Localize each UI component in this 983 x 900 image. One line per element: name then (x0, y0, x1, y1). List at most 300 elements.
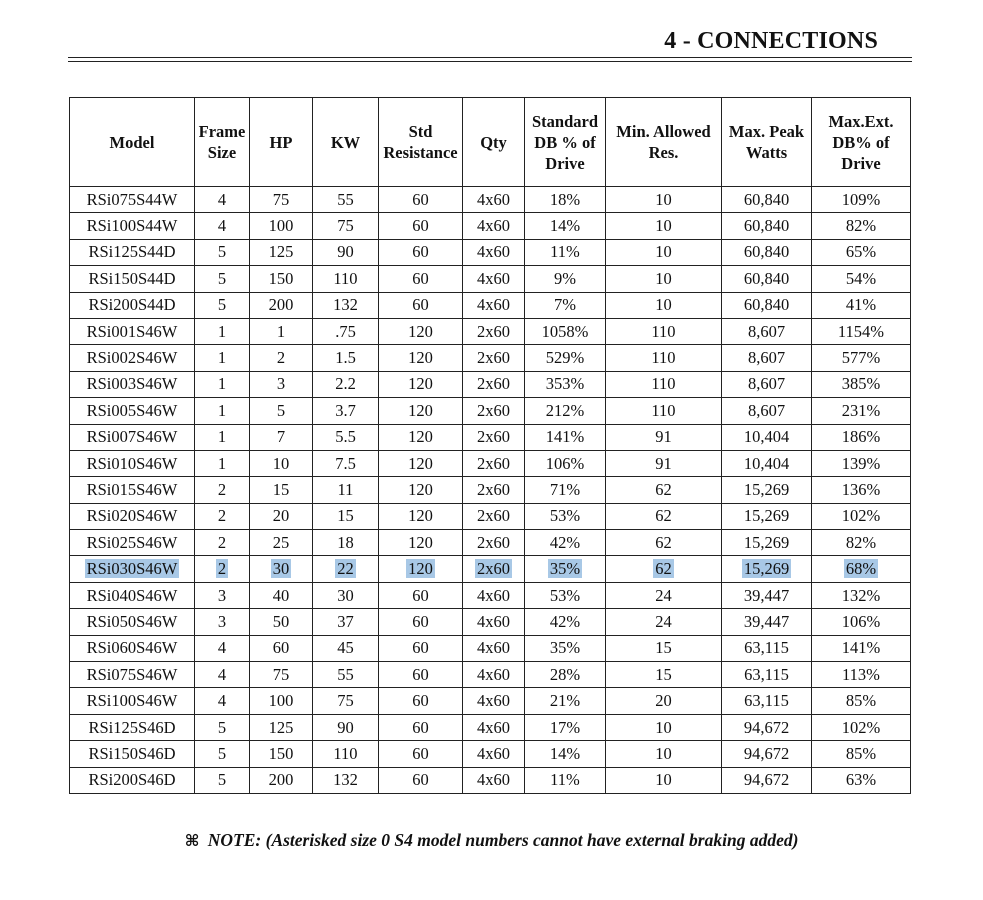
cell-model (70, 371, 195, 397)
cell-std-resistance (379, 530, 463, 556)
cell-max-peak-watts (722, 318, 812, 344)
cell-value: 15,269 (743, 479, 790, 499)
cell-qty (463, 582, 525, 608)
cell-max-peak-watts (722, 398, 812, 424)
cell-model (70, 714, 195, 740)
cell-value: 120 (408, 453, 433, 473)
cell-standard-db (525, 530, 606, 556)
cell-std-resistance (379, 187, 463, 213)
cell-value: 35% (549, 638, 581, 658)
cell-value: 231% (841, 400, 881, 420)
cell-value: 4x60 (477, 743, 510, 763)
cell-qty (463, 714, 525, 740)
cell-kw (313, 187, 379, 213)
cell-value: 132 (333, 770, 358, 790)
cell-value: 62 (655, 479, 672, 499)
cell-value: 53% (549, 506, 581, 526)
cell-value: 4x60 (477, 691, 510, 711)
cell-value: 353% (545, 374, 585, 394)
cell-kw (313, 556, 379, 582)
cell-value: 4x60 (477, 638, 510, 658)
page-header (68, 24, 912, 60)
cell-min-allowed-res (606, 450, 722, 476)
cell-model (70, 556, 195, 582)
header-rule (68, 57, 912, 58)
cell-value: 20 (272, 506, 290, 526)
cell-frame-size (195, 266, 250, 292)
cell-value: 106% (841, 611, 881, 631)
cell-model (70, 503, 195, 529)
col-header-min-allowed-res: Min. Allowed Res. (606, 98, 722, 187)
cell-value: 4x60 (477, 717, 510, 737)
cell-kw (313, 371, 379, 397)
cell-value: 150 (268, 268, 294, 288)
cell-value: 120 (408, 400, 433, 420)
cell-standard-db (525, 477, 606, 503)
cell-value: 110 (333, 268, 358, 288)
cell-frame-size (195, 556, 250, 582)
cell-value: 9% (554, 268, 576, 288)
cell-value: 10 (272, 453, 290, 473)
cell-min-allowed-res (606, 556, 722, 582)
table-row (70, 318, 911, 344)
cell-max-peak-watts (722, 714, 812, 740)
cell-max-peak-watts (722, 503, 812, 529)
cell-frame-size (195, 530, 250, 556)
cell-max-peak-watts (722, 450, 812, 476)
cell-value: 4x60 (477, 189, 510, 209)
cell-std-resistance (379, 345, 463, 371)
cell-value: 2x60 (477, 506, 510, 526)
cell-standard-db (525, 398, 606, 424)
cell-min-allowed-res (606, 239, 722, 265)
cell-standard-db (525, 767, 606, 793)
cell-value: 2x60 (477, 532, 510, 552)
cell-kw (313, 318, 379, 344)
cell-value: 94,672 (743, 743, 790, 763)
cell-std-resistance (379, 398, 463, 424)
cell-max-ext-db (812, 477, 911, 503)
cell-max-ext-db (812, 213, 911, 239)
cell-max-ext-db (812, 450, 911, 476)
cell-value: 50 (272, 611, 290, 631)
cell-value: 100 (268, 216, 294, 236)
cell-value: 60 (412, 242, 429, 262)
cell-value: 109% (841, 189, 881, 209)
cell-kw (313, 609, 379, 635)
cell-value: 100 (268, 691, 294, 711)
cell-qty (463, 266, 525, 292)
table-row (70, 556, 911, 582)
table-row (70, 714, 911, 740)
cell-frame-size (195, 688, 250, 714)
cell-frame-size (195, 213, 250, 239)
cell-value: 75 (272, 189, 290, 209)
cell-hp (250, 609, 313, 635)
cell-std-resistance (379, 662, 463, 688)
cell-value: 120 (408, 427, 433, 447)
cell-max-peak-watts (722, 213, 812, 239)
cell-value: 63,115 (744, 664, 789, 684)
cell-hp (250, 662, 313, 688)
footnote (0, 830, 983, 851)
cell-value: 39,447 (743, 585, 790, 605)
cell-value: 60 (412, 770, 429, 790)
cell-value: 1 (217, 400, 227, 420)
cell-qty (463, 741, 525, 767)
cell-min-allowed-res (606, 609, 722, 635)
cell-hp (250, 187, 313, 213)
cell-qty (463, 662, 525, 688)
cell-value: 1.5 (335, 348, 356, 368)
cell-value: 4x60 (477, 770, 510, 790)
cell-max-peak-watts (722, 767, 812, 793)
cell-std-resistance (379, 688, 463, 714)
cell-value: 94,672 (743, 770, 790, 790)
cell-value: 71% (549, 479, 581, 499)
cell-value: 62 (655, 506, 672, 526)
cell-kw (313, 213, 379, 239)
cell-standard-db (525, 239, 606, 265)
cell-value: 200 (268, 295, 294, 315)
cell-qty (463, 398, 525, 424)
cell-qty (463, 318, 525, 344)
cell-value: 10,404 (743, 453, 790, 473)
cell-hp (250, 398, 313, 424)
cell-value: 42% (549, 532, 581, 552)
cell-model (70, 424, 195, 450)
cell-value: 8,607 (747, 400, 786, 420)
table-row (70, 609, 911, 635)
cell-value: 120 (408, 479, 433, 499)
cell-value: 106% (545, 453, 585, 473)
cell-max-ext-db (812, 530, 911, 556)
cell-frame-size (195, 714, 250, 740)
cell-max-ext-db (812, 503, 911, 529)
cell-value: 55 (337, 664, 354, 684)
cell-frame-size (195, 450, 250, 476)
cell-value: 2x60 (477, 453, 510, 473)
cell-hp (250, 424, 313, 450)
cell-kw (313, 424, 379, 450)
cell-kw (313, 503, 379, 529)
cell-frame-size (195, 345, 250, 371)
cell-value: 39,447 (743, 611, 790, 631)
cell-value: 5 (217, 743, 227, 763)
cell-value: 15 (655, 638, 672, 658)
cell-std-resistance (379, 371, 463, 397)
cell-max-ext-db (812, 635, 911, 661)
cell-std-resistance (379, 714, 463, 740)
table-row (70, 292, 911, 318)
cell-max-peak-watts (722, 424, 812, 450)
cell-value: 11% (550, 770, 580, 790)
cell-value: RSi075S44W (86, 189, 178, 209)
cell-value: 2x60 (477, 374, 510, 394)
cell-value: 14% (549, 743, 581, 763)
cell-value: 15,269 (743, 559, 790, 579)
cell-frame-size (195, 477, 250, 503)
cell-hp (250, 688, 313, 714)
cell-kw (313, 239, 379, 265)
cell-value: 7 (276, 427, 286, 447)
cell-min-allowed-res (606, 635, 722, 661)
cell-value: RSi150S44D (88, 268, 176, 288)
cell-value: 10 (655, 717, 672, 737)
cell-value: RSi010S46W (86, 453, 178, 473)
cell-kw (313, 688, 379, 714)
cell-qty (463, 688, 525, 714)
cell-value: 45 (337, 638, 354, 658)
cell-standard-db (525, 503, 606, 529)
cell-value: 577% (841, 348, 881, 368)
cell-value: 2x60 (477, 559, 510, 579)
cell-value: RSi150S46D (88, 743, 176, 763)
col-header-qty: Qty (463, 98, 525, 187)
cell-qty (463, 767, 525, 793)
cell-value: 82% (845, 532, 877, 552)
cell-model (70, 767, 195, 793)
cell-model (70, 609, 195, 635)
cell-max-ext-db (812, 714, 911, 740)
cell-min-allowed-res (606, 318, 722, 344)
cell-value: 62 (655, 532, 672, 552)
cell-value: 186% (841, 427, 881, 447)
cell-frame-size (195, 662, 250, 688)
cell-value: 110 (651, 400, 676, 420)
cell-max-peak-watts (722, 635, 812, 661)
cell-value: 5 (217, 242, 227, 262)
cell-std-resistance (379, 424, 463, 450)
cell-standard-db (525, 371, 606, 397)
cell-max-peak-watts (722, 239, 812, 265)
cell-value: 4 (217, 189, 227, 209)
cell-qty (463, 424, 525, 450)
cell-value: 113% (842, 664, 880, 684)
cell-value: 120 (408, 559, 433, 579)
cell-value: 30 (337, 585, 354, 605)
cell-value: 24 (655, 585, 672, 605)
cell-value: 4x60 (477, 295, 510, 315)
cell-model (70, 450, 195, 476)
cell-min-allowed-res (606, 292, 722, 318)
cell-value: 10 (655, 242, 672, 262)
cell-standard-db (525, 345, 606, 371)
cell-value: 120 (408, 374, 433, 394)
cell-value: RSi040S46W (86, 585, 178, 605)
cell-max-peak-watts (722, 556, 812, 582)
cell-hp (250, 345, 313, 371)
cell-standard-db (525, 714, 606, 740)
cell-kw (313, 450, 379, 476)
cell-kw (313, 266, 379, 292)
cell-hp (250, 213, 313, 239)
cell-standard-db (525, 187, 606, 213)
cell-value: 2 (217, 479, 227, 499)
cell-model (70, 266, 195, 292)
cell-max-ext-db (812, 556, 911, 582)
col-header-model: Model (70, 98, 195, 187)
cell-max-peak-watts (722, 741, 812, 767)
cell-value: 5 (217, 717, 227, 737)
cell-value: 2x60 (477, 479, 510, 499)
table-row (70, 767, 911, 793)
cell-value: 110 (651, 374, 676, 394)
cell-value: 4x60 (477, 242, 510, 262)
cell-qty (463, 450, 525, 476)
cell-value: 94,672 (743, 717, 790, 737)
cell-max-peak-watts (722, 187, 812, 213)
cell-value: 8,607 (747, 374, 786, 394)
cell-qty (463, 556, 525, 582)
cell-value: 120 (408, 348, 433, 368)
cell-min-allowed-res (606, 371, 722, 397)
cell-qty (463, 635, 525, 661)
cell-model (70, 213, 195, 239)
cell-standard-db (525, 292, 606, 318)
col-header-standard-db: Standard DB % of Drive (525, 98, 606, 187)
cell-hp (250, 318, 313, 344)
cell-max-ext-db (812, 582, 911, 608)
cell-standard-db (525, 424, 606, 450)
cell-model (70, 688, 195, 714)
table-row (70, 345, 911, 371)
cell-value: RSi075S46W (86, 664, 178, 684)
cell-std-resistance (379, 266, 463, 292)
cell-value: 4x60 (477, 216, 510, 236)
cell-value: 141% (841, 638, 881, 658)
cell-frame-size (195, 292, 250, 318)
cell-value: 35% (549, 559, 581, 579)
cell-value: 15 (272, 479, 290, 499)
cell-value: 2.2 (335, 374, 356, 394)
cell-hp (250, 556, 313, 582)
cell-value: 2 (276, 348, 286, 368)
cell-value: 5.5 (335, 427, 356, 447)
cell-value: 1 (217, 453, 227, 473)
cell-value: 110 (651, 321, 676, 341)
cell-max-ext-db (812, 318, 911, 344)
cell-model (70, 345, 195, 371)
cell-value: 2x60 (477, 400, 510, 420)
cell-value: 18% (549, 189, 581, 209)
cell-max-ext-db (812, 741, 911, 767)
cell-qty (463, 239, 525, 265)
cell-value: 91 (655, 427, 672, 447)
cell-model (70, 662, 195, 688)
cell-value: 55 (337, 189, 354, 209)
cell-value: 15,269 (743, 532, 790, 552)
cell-standard-db (525, 609, 606, 635)
cell-standard-db (525, 635, 606, 661)
cell-qty (463, 213, 525, 239)
cell-value: 1 (276, 321, 286, 341)
cell-max-peak-watts (722, 292, 812, 318)
table-row (70, 477, 911, 503)
cell-value: 3 (276, 374, 286, 394)
cell-model (70, 292, 195, 318)
cell-frame-size (195, 371, 250, 397)
cell-value: 60,840 (743, 268, 790, 288)
cell-std-resistance (379, 318, 463, 344)
cell-frame-size (195, 187, 250, 213)
cell-hp (250, 503, 313, 529)
cell-value: 25 (272, 532, 290, 552)
cell-hp (250, 767, 313, 793)
cell-value: RSi060S46W (86, 638, 178, 658)
cell-value: 82% (845, 216, 877, 236)
cell-min-allowed-res (606, 741, 722, 767)
table-row (70, 398, 911, 424)
cell-frame-size (195, 635, 250, 661)
table-row (70, 582, 911, 608)
cell-min-allowed-res (606, 582, 722, 608)
cell-value: 60 (412, 585, 429, 605)
cell-value: RSi125S46D (88, 717, 176, 737)
cell-value: 15,269 (743, 506, 790, 526)
cell-value: 60,840 (743, 242, 790, 262)
table-row (70, 635, 911, 661)
cell-value: RSi125S44D (88, 242, 176, 262)
cell-value: 4x60 (477, 664, 510, 684)
cell-value: 10 (655, 770, 672, 790)
cell-value: 14% (549, 216, 581, 236)
cell-value: 5 (217, 770, 227, 790)
cell-value: RSi002S46W (86, 348, 178, 368)
table-row (70, 450, 911, 476)
table-row (70, 266, 911, 292)
cell-frame-size (195, 609, 250, 635)
cell-value: 62 (655, 559, 672, 579)
cell-model (70, 741, 195, 767)
cell-hp (250, 741, 313, 767)
cell-value: 60 (412, 216, 429, 236)
cell-value: 4 (217, 638, 227, 658)
cell-value: 10 (655, 743, 672, 763)
cell-min-allowed-res (606, 398, 722, 424)
cell-std-resistance (379, 450, 463, 476)
cell-value: 60 (412, 268, 429, 288)
cell-value: 1154% (837, 321, 885, 341)
cell-value: 60,840 (743, 295, 790, 315)
cell-qty (463, 371, 525, 397)
cell-value: 139% (841, 453, 881, 473)
cell-min-allowed-res (606, 424, 722, 450)
cell-max-ext-db (812, 609, 911, 635)
cell-min-allowed-res (606, 345, 722, 371)
cell-value: 90 (337, 717, 354, 737)
cell-value: 15 (655, 664, 672, 684)
cell-value: RSi005S46W (86, 400, 178, 420)
cell-value: 40 (272, 585, 290, 605)
col-header-frame-size: Frame Size (195, 98, 250, 187)
cell-value: 75 (337, 691, 354, 711)
cell-value: 150 (268, 743, 294, 763)
cell-value: 15 (337, 506, 354, 526)
cell-value: 60 (272, 638, 290, 658)
table-row (70, 424, 911, 450)
cell-value: 68% (845, 559, 877, 579)
cell-qty (463, 187, 525, 213)
cell-max-ext-db (812, 266, 911, 292)
cell-value: 132 (333, 295, 358, 315)
cell-value: 63,115 (744, 691, 789, 711)
table-body (70, 187, 911, 794)
cell-max-ext-db (812, 345, 911, 371)
cell-std-resistance (379, 477, 463, 503)
cell-standard-db (525, 213, 606, 239)
cell-standard-db (525, 582, 606, 608)
